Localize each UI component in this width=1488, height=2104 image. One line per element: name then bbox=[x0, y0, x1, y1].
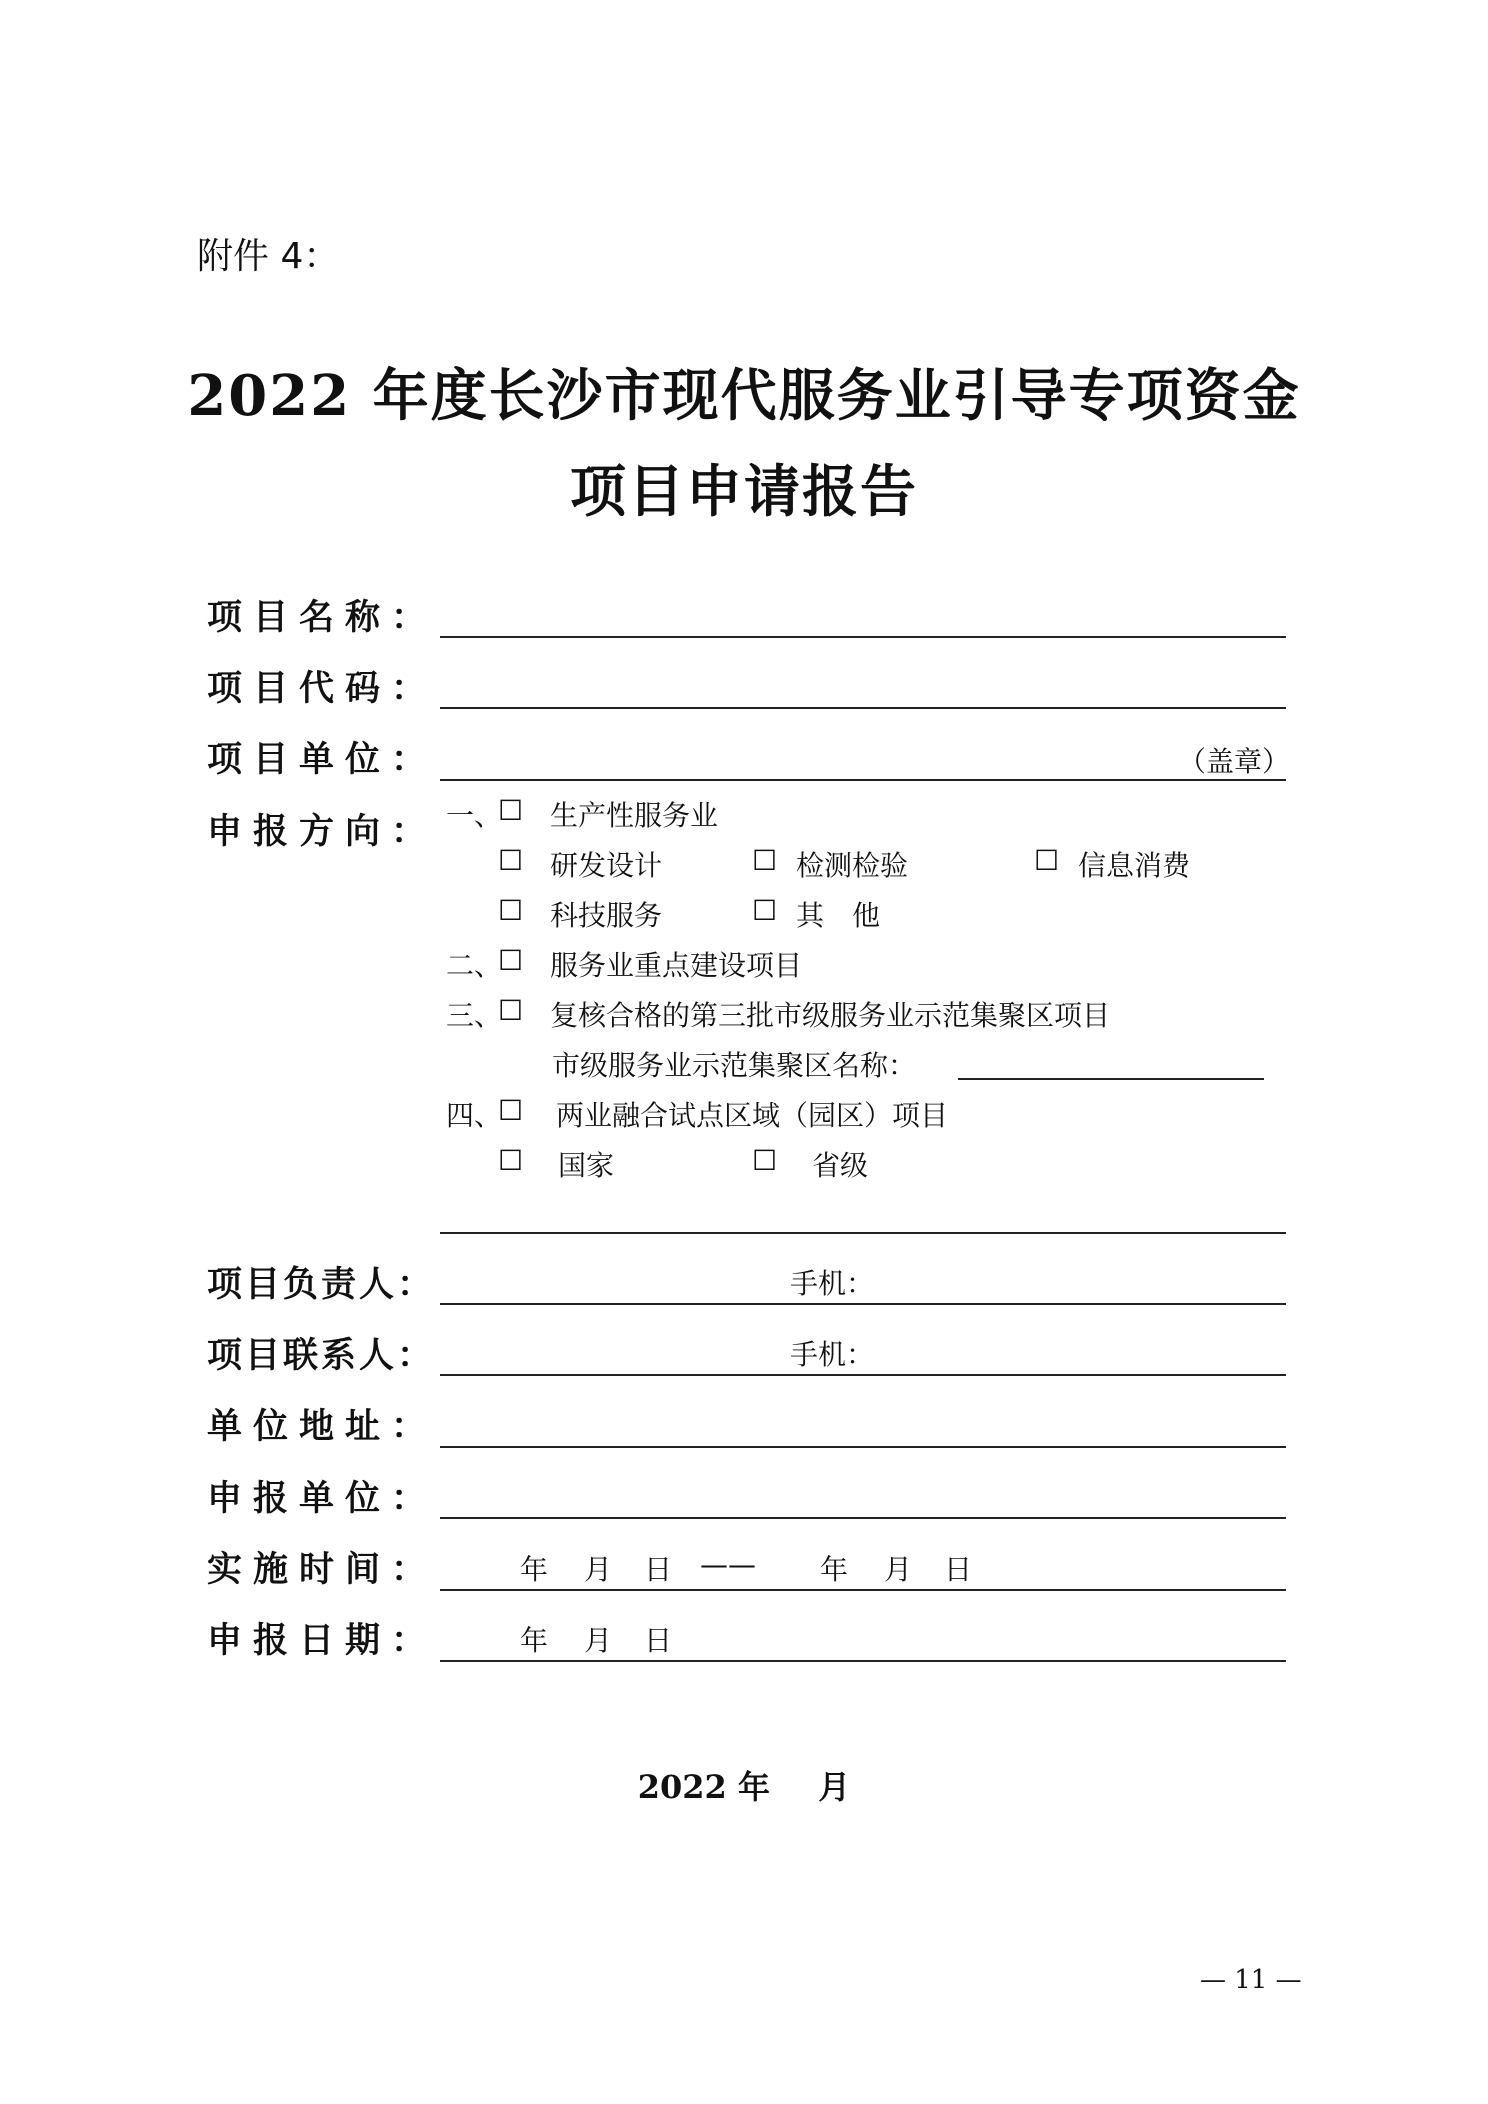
end-year: 年 bbox=[820, 1553, 849, 1586]
sec2-label: 服务业重点建设项目 bbox=[550, 949, 803, 982]
opt-info-label: 信息消费 bbox=[1078, 849, 1191, 882]
start-year: 年 bbox=[520, 1553, 549, 1586]
project-unit-label: 项目单位： bbox=[207, 740, 438, 780]
unit-address-label: 单位地址： bbox=[207, 1407, 438, 1447]
sec3-sub-label: 市级服务业示范集聚区名称： bbox=[552, 1049, 917, 1082]
direction-end-line bbox=[440, 1232, 1286, 1234]
opt-national-checkbox[interactable]: ☐ bbox=[498, 1144, 524, 1177]
footer-year: 2022 bbox=[637, 1768, 727, 1806]
unit-address-line[interactable] bbox=[440, 1446, 1286, 1448]
footer-date bbox=[0, 1762, 1488, 1808]
start-month: 月 bbox=[584, 1553, 613, 1586]
application-day: 日 bbox=[644, 1624, 673, 1657]
application-year: 年 bbox=[520, 1624, 549, 1657]
contact-phone-label: 手机： bbox=[790, 1338, 875, 1371]
direction-label: 申报方向： bbox=[207, 812, 438, 852]
sec2-checkbox[interactable]: ☐ bbox=[498, 944, 524, 977]
sec4-checkbox[interactable]: ☐ bbox=[498, 1094, 524, 1127]
page-number: — 11 — bbox=[1200, 1965, 1302, 1995]
sec1-label: 生产性服务业 bbox=[550, 799, 719, 832]
cluster-name-line[interactable] bbox=[958, 1078, 1264, 1080]
project-name-label: 项目名称： bbox=[207, 598, 438, 638]
project-contact-line[interactable] bbox=[440, 1374, 1286, 1376]
seal-note: （盖章） bbox=[1178, 745, 1291, 778]
end-month: 月 bbox=[884, 1553, 913, 1586]
application-month: 月 bbox=[584, 1624, 613, 1657]
sec2-number: 二、 bbox=[446, 949, 503, 982]
opt-provincial-checkbox[interactable]: ☐ bbox=[752, 1144, 778, 1177]
date-range-dash: —— bbox=[700, 1548, 756, 1581]
opt-tech-label: 科技服务 bbox=[550, 899, 663, 932]
applicant-unit-line[interactable] bbox=[440, 1517, 1286, 1519]
end-day: 日 bbox=[944, 1553, 973, 1586]
title-line-1: 2022 年度长沙市现代服务业引导专项资金 bbox=[187, 363, 1301, 429]
applicant-unit-label: 申报单位： bbox=[207, 1479, 438, 1519]
project-code-label: 项目代码： bbox=[207, 669, 438, 709]
project-leader-line[interactable] bbox=[440, 1303, 1286, 1305]
opt-testing-checkbox[interactable]: ☐ bbox=[752, 844, 778, 877]
start-day: 日 bbox=[644, 1553, 673, 1586]
leader-phone-label: 手机： bbox=[790, 1267, 875, 1300]
implementation-time-line[interactable] bbox=[440, 1589, 1286, 1591]
project-contact-label: 项目联系人： bbox=[207, 1336, 436, 1376]
title-line-2: 项目申请报告 bbox=[570, 459, 918, 525]
project-code-line[interactable] bbox=[440, 707, 1286, 709]
footer-month-char: 月 bbox=[818, 1768, 851, 1806]
opt-provincial-label: 省级 bbox=[812, 1149, 869, 1182]
project-leader-label: 项目负责人： bbox=[207, 1265, 436, 1305]
footer-year-char: 年 bbox=[737, 1768, 770, 1806]
opt-testing-label: 检测检验 bbox=[796, 849, 909, 882]
sec1-number: 一、 bbox=[446, 799, 503, 832]
opt-info-checkbox[interactable]: ☐ bbox=[1034, 844, 1060, 877]
sec3-label: 复核合格的第三批市级服务业示范集聚区项目 bbox=[550, 999, 1111, 1032]
opt-tech-checkbox[interactable]: ☐ bbox=[498, 894, 524, 927]
opt-other-label: 其 他 bbox=[796, 899, 881, 932]
opt-rd-checkbox[interactable]: ☐ bbox=[498, 844, 524, 877]
sec3-number: 三、 bbox=[446, 999, 503, 1032]
sec1-checkbox[interactable]: ☐ bbox=[498, 794, 524, 827]
application-date-line[interactable] bbox=[440, 1660, 1286, 1662]
opt-national-label: 国家 bbox=[558, 1149, 615, 1182]
opt-rd-label: 研发设计 bbox=[550, 849, 663, 882]
application-date-label: 申报日期： bbox=[207, 1621, 438, 1661]
opt-other-checkbox[interactable]: ☐ bbox=[752, 894, 778, 927]
attachment-label: 附件 4： bbox=[197, 236, 340, 277]
implementation-time-label: 实施时间： bbox=[207, 1550, 438, 1590]
project-name-line[interactable] bbox=[440, 636, 1286, 638]
project-unit-line[interactable] bbox=[440, 779, 1286, 781]
sec3-checkbox[interactable]: ☐ bbox=[498, 994, 524, 1027]
sec4-label: 两业融合试点区域（园区）项目 bbox=[556, 1099, 949, 1132]
sec4-number: 四、 bbox=[446, 1099, 503, 1132]
